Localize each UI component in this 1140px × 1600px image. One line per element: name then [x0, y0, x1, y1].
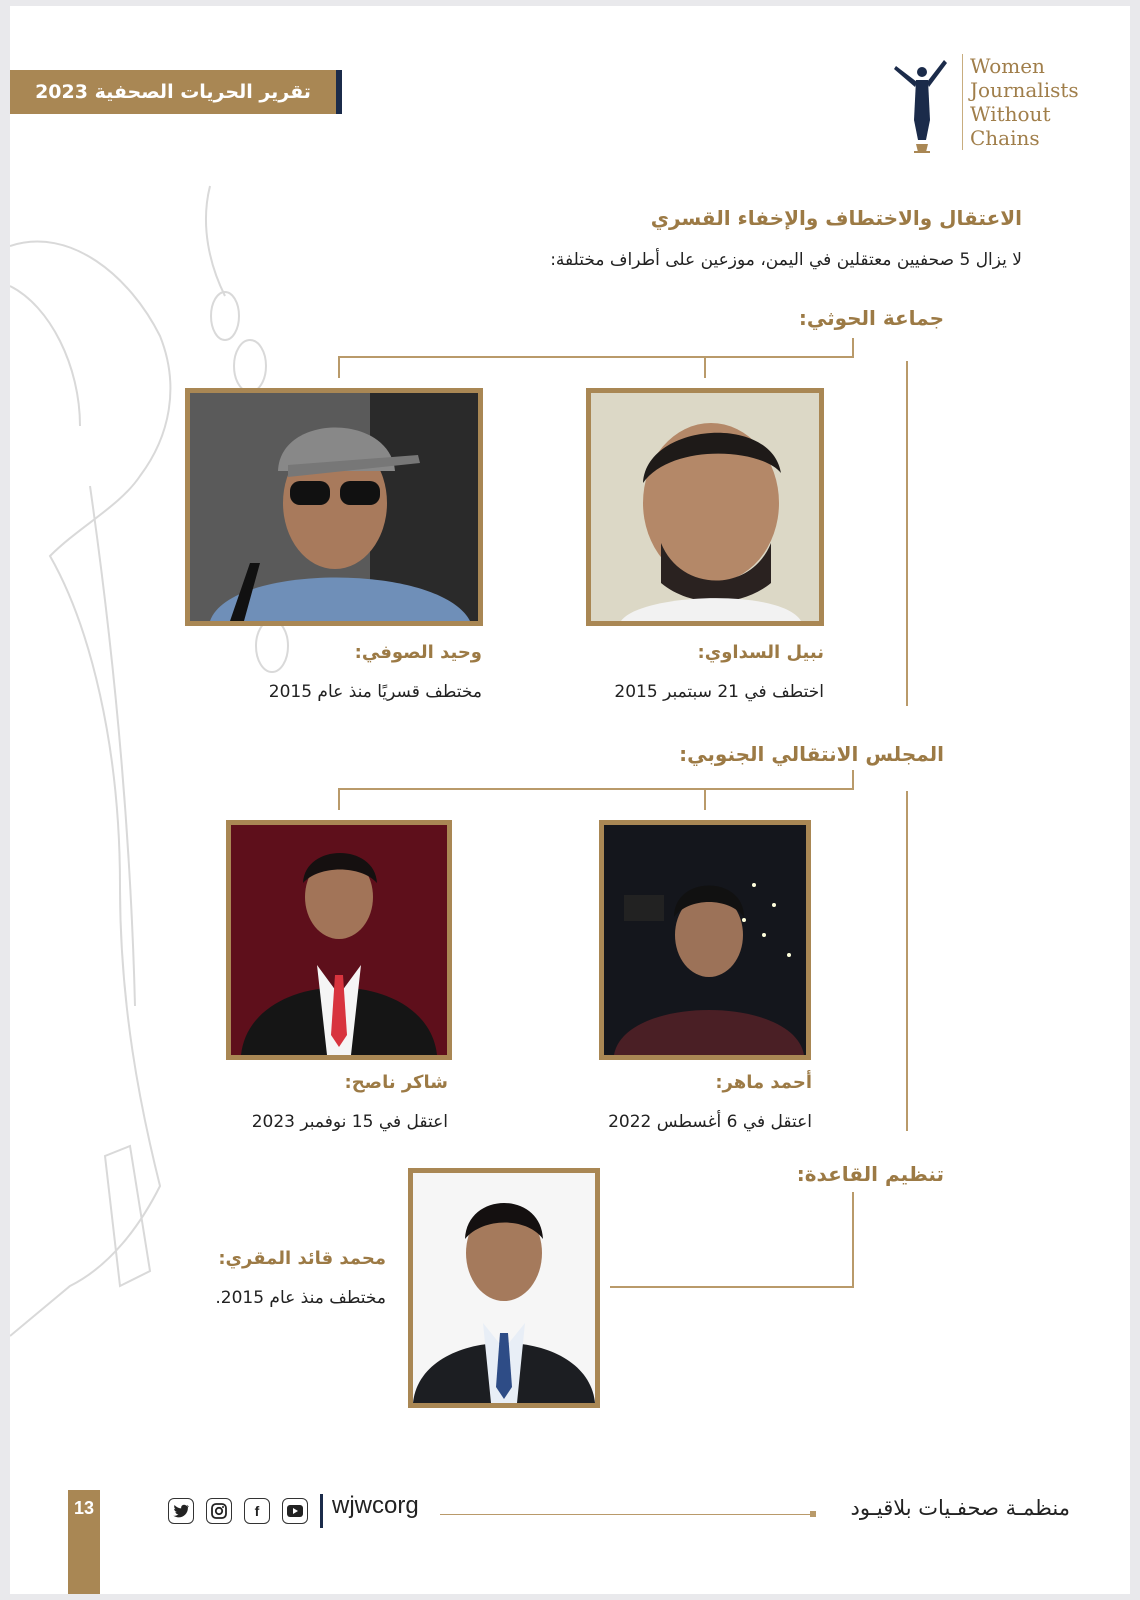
connector-line [338, 356, 340, 378]
footer-dot [810, 1511, 816, 1517]
journalist-status: اختطف في 21 سبتمبر 2015 [614, 682, 824, 702]
footer-divider [440, 1514, 812, 1515]
photo-journalist-4 [226, 820, 452, 1060]
logo-divider [962, 54, 963, 150]
connector-line [338, 788, 854, 790]
connector-line [704, 788, 706, 810]
website-bar [320, 1494, 323, 1528]
photo-journalist-2 [185, 388, 483, 626]
group-title-stc: المجلس الانتقالي الجنوبي: [679, 742, 944, 766]
connector-line [852, 1192, 854, 1288]
person-silhouette-icon [604, 825, 806, 1055]
connector-line [610, 1286, 854, 1288]
twitter-icon[interactable] [168, 1498, 194, 1524]
side-connector-line [906, 791, 908, 1131]
organization-name: منظمـة صحفـيات بلاقيـود [850, 1496, 1070, 1520]
connector-line [338, 788, 340, 810]
journalist-name: شاكر ناصح: [344, 1072, 448, 1093]
connector-line [338, 356, 854, 358]
journalist-name: أحمد ماهر: [715, 1072, 812, 1093]
logo-word: Chains [970, 126, 1040, 150]
photo-journalist-3 [599, 820, 811, 1060]
connector-line [852, 770, 854, 790]
group-title-houthi: جماعة الحوثي: [798, 306, 944, 330]
website-handle[interactable]: wjwcorg [332, 1492, 419, 1519]
journalist-status: مختطف منذ عام 2015. [215, 1288, 386, 1308]
connector-line [852, 338, 854, 358]
group-title-al-qaeda: تنظيم القاعدة: [796, 1162, 944, 1186]
journalist-status: اعتقل في 15 نوفمبر 2023 [251, 1112, 448, 1132]
logo-wordmark [970, 54, 1079, 150]
photo-journalist-5 [408, 1168, 600, 1408]
journalist-name: نبيل السداوي: [697, 642, 824, 663]
logo-word: Journalists [970, 78, 1079, 102]
person-silhouette-icon [591, 393, 819, 621]
logo-word: Women [970, 54, 1045, 78]
journalist-status: مختطف قسريًا منذ عام 2015 [268, 682, 482, 702]
chained-figure-watermark [10, 106, 370, 1356]
page-number: 13 [68, 1490, 100, 1594]
logo-word: Without [970, 102, 1051, 126]
journalist-status: اعتقل في 6 أغسطس 2022 [608, 1112, 812, 1132]
instagram-icon[interactable] [206, 1498, 232, 1524]
connector-line [704, 356, 706, 378]
facebook-icon[interactable]: f [244, 1498, 270, 1524]
report-title-banner: تقرير الحريات الصحفية 2023 [10, 70, 342, 114]
person-silhouette-icon [413, 1173, 595, 1403]
section-intro: لا يزال 5 صحفيين معتقلين في اليمن، موزعين على أطراف مختلفة: [550, 250, 1022, 270]
report-page [10, 6, 1130, 1594]
youtube-icon[interactable] [282, 1498, 308, 1524]
journalist-name: محمد قائد المقري: [218, 1248, 386, 1269]
side-connector-line [906, 361, 908, 706]
photo-journalist-1 [586, 388, 824, 626]
journalist-name: وحيد الصوفي: [354, 642, 482, 663]
person-silhouette-icon [190, 393, 478, 621]
person-silhouette-icon [231, 825, 447, 1055]
section-heading: الاعتقال والاختطاف والإخفاء القسري [650, 206, 1022, 230]
